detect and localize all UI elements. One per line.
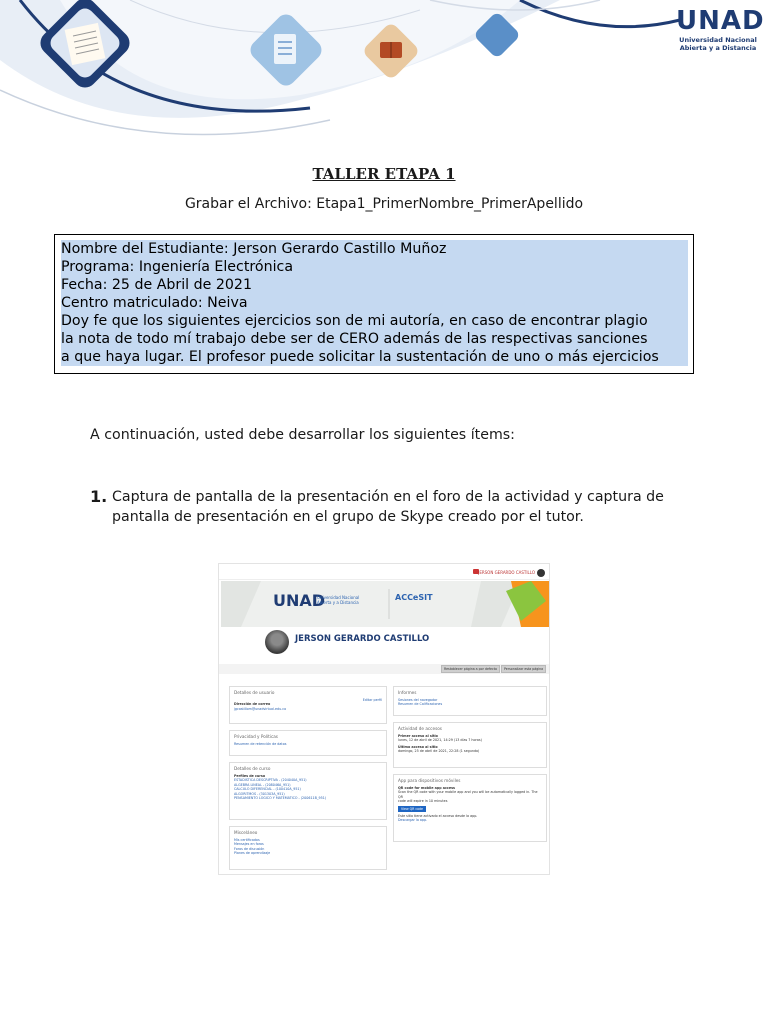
- edit-profile-link[interactable]: Editar perfil: [362, 698, 382, 702]
- card-title: Misceláneo: [234, 830, 258, 835]
- student-info-highlight: [61, 240, 688, 366]
- screenshot-university-line: Abierta y a Distancia: [317, 600, 359, 605]
- screenshot-banner-art: [221, 581, 549, 627]
- card-title: Informes: [398, 690, 417, 695]
- misc-link[interactable]: Planes de aprendizaje: [234, 851, 271, 856]
- first-access-label: Primer acceso al sitio: [398, 734, 438, 738]
- logo-subtitle-1: Universidad Nacional: [679, 36, 757, 44]
- user-details-card: [229, 686, 387, 724]
- card-title: Privacidad y Políticas: [234, 734, 278, 739]
- customize-page-button[interactable]: Personalizar esta página: [501, 665, 546, 673]
- item-text: Captura de pantalla de la presentación en el foro de la actividad y captura de pantalla de presentación en el grupo de Skype creado por el tutor.: [112, 489, 664, 525]
- misc-card: [229, 826, 387, 870]
- last-access-value: domingo, 25 de abril de 2021, 22:28 (1 segundo): [398, 749, 480, 754]
- student-line: Doy fe que los siguientes ejercicios son de mi autoría, en caso de encontrar plagio: [61, 313, 648, 329]
- profile-name: JERSON GERARDO CASTILLO: [295, 634, 430, 644]
- logo-subtitle-2: Abierta y a Distancia: [679, 44, 757, 52]
- student-line: Fecha: 25 de Abril de 2021: [61, 277, 252, 293]
- qr-label: QR code for mobile app access: [398, 786, 456, 790]
- student-line: Programa: Ingeniería Electrónica: [61, 259, 294, 275]
- misc-link[interactable]: Mis certificados: [234, 838, 260, 842]
- banner-decoration: [0, 0, 768, 140]
- report-link[interactable]: Sesiones del navegador: [398, 698, 438, 702]
- item-number: 1.: [90, 487, 108, 506]
- card-title: App para dispositivos móviles: [398, 778, 461, 783]
- screenshot-user-name: JERSON GERARDO CASTILLO: [478, 570, 535, 575]
- student-line: a que haya lugar. El profesor puede solicitar la sustentación de uno o más ejercicios: [61, 349, 659, 365]
- qr-text: code will expire in 10 minutes: [398, 799, 448, 804]
- course-details-card: [229, 762, 387, 820]
- download-app-link[interactable]: Descargar la app.: [398, 818, 428, 823]
- screenshot-topbar: [219, 564, 549, 580]
- card-title: Detalles de usuario: [234, 690, 275, 695]
- student-line: Nombre del Estudiante: Jerson Gerardo Castillo Muñoz: [61, 241, 447, 257]
- mobile-app-card: [393, 774, 547, 842]
- screenshot-accesit-logo: ACCeSIT: [395, 593, 433, 602]
- screenshot-unad-logo: UNAD: [273, 591, 326, 610]
- profile-avatar: [265, 630, 289, 654]
- first-access-value: lunes, 12 de abril de 2021, 14:29 (13 días 7 horas): [398, 738, 482, 743]
- course-link[interactable]: ALGEBRA LINEAL - (208046A_951): [234, 782, 291, 787]
- list-item: [90, 487, 690, 527]
- header-banner: [0, 0, 768, 140]
- misc-link[interactable]: Foros de discusión: [234, 846, 265, 851]
- email-label: Dirección de correo: [234, 702, 271, 707]
- document-subtitle: Grabar el Archivo: Etapa1_PrimerNombre_PrimerApellido: [184, 196, 584, 212]
- course-link[interactable]: ESTADISTICA DESCRIPTIVA - (204040A_951): [234, 778, 307, 783]
- last-access-label: Último acceso al sitio: [398, 744, 438, 749]
- qr-text: Scan the QR code with your mobile app and you will be automatically logged in. The QR: [398, 790, 538, 799]
- email-link[interactable]: jgcastillom@unadvirtual.edu.co: [234, 706, 287, 711]
- avatar: [537, 569, 545, 577]
- access-activity-card: [393, 722, 547, 768]
- reports-card: [393, 686, 547, 716]
- mobile-note: Este sitio tiene activado el acceso desde la app.: [398, 813, 478, 818]
- course-link[interactable]: ALGORITMOS - (301303A_951): [234, 791, 285, 796]
- course-link[interactable]: CALCULO DIFERENCIAL - (100410A_951): [234, 787, 301, 792]
- privacy-card: [229, 730, 387, 756]
- report-link[interactable]: Resumen de Calificaciones: [398, 702, 443, 707]
- card-title: Actividad de accesos: [398, 726, 442, 731]
- embedded-screenshot: [218, 563, 550, 875]
- view-qr-button[interactable]: View QR code: [398, 806, 426, 812]
- screenshot-university-line: Universidad Nacional: [317, 595, 360, 600]
- screenshot-user-menu: [478, 569, 545, 577]
- logo-mark: UNAD: [676, 6, 765, 36]
- unad-logo: [676, 6, 765, 52]
- screenshot-university: [317, 595, 359, 605]
- privacy-link[interactable]: Resumen de retención de datos: [234, 742, 287, 746]
- screenshot-profile-header: [219, 628, 549, 664]
- card-title: Detalles de curso: [234, 766, 271, 771]
- reset-page-button[interactable]: Restablecer página a por defecto: [441, 665, 500, 673]
- course-link[interactable]: PENSAMIENTO LOGICO Y MATEMATICO - (200611B_951): [234, 796, 327, 801]
- student-line: Centro matriculado: Neiva: [61, 295, 248, 311]
- student-info-box: [54, 234, 694, 374]
- misc-link[interactable]: Mensajes en foros: [234, 842, 264, 847]
- document-title: TALLER ETAPA 1: [312, 165, 456, 183]
- course-profiles-label: Perfiles de curso: [234, 774, 266, 778]
- screenshot-banner: [221, 581, 549, 627]
- student-line: la nota de todo mí trabajo debe ser de CERO además de las respectivas sanciones: [61, 331, 648, 347]
- intro-text: A continuación, usted debe desarrollar los siguientes ítems:: [90, 427, 515, 443]
